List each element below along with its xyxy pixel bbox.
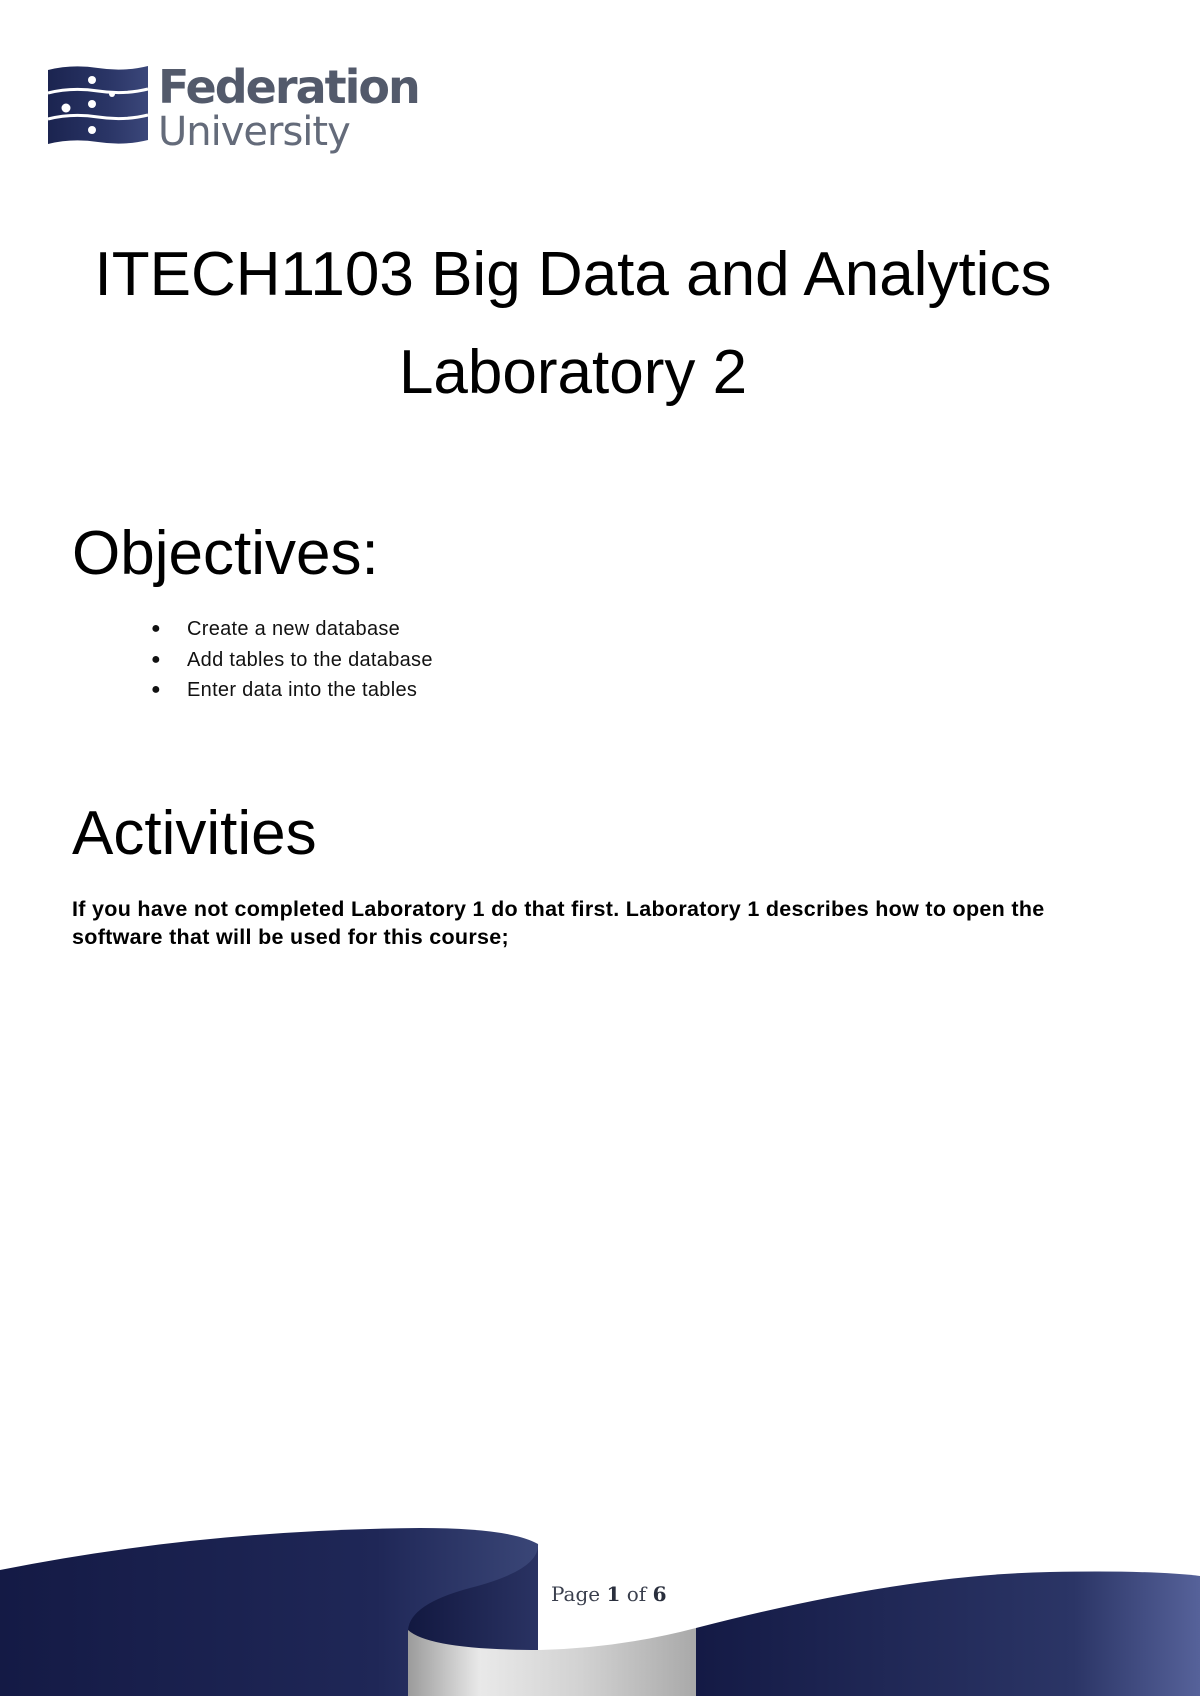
bullet-icon: ●: [151, 681, 161, 698]
objectives-heading: Objectives:: [72, 519, 379, 588]
logo-wordmark-federation: Federation: [158, 60, 419, 114]
list-item: [0, 614, 433, 645]
objective-text: Add tables to the database: [187, 648, 433, 671]
activities-paragraph: If you have not completed Laboratory 1 do that first. Laboratory 1 describes how to open the software that will be used for this course;: [72, 897, 1045, 949]
bullet-icon: ●: [151, 620, 161, 637]
activities-heading: Activities: [72, 799, 317, 868]
document-subtitle: Laboratory 2: [398, 338, 748, 407]
bullet-icon: ●: [151, 650, 161, 668]
list-item: [0, 675, 433, 706]
objective-text: Create a new database: [187, 618, 401, 640]
document-title: ITECH1103 Big Data and Analytics: [94, 240, 1052, 309]
objective-text: Enter data into the tables: [187, 679, 418, 701]
federation-university-logo: [46, 60, 419, 162]
flag-logo-icon: [46, 64, 150, 146]
logo-wordmark-university: University: [158, 109, 350, 155]
page-number: Page 1 of 6: [551, 1582, 667, 1606]
list-item: [0, 645, 433, 676]
objectives-list: [0, 614, 433, 706]
